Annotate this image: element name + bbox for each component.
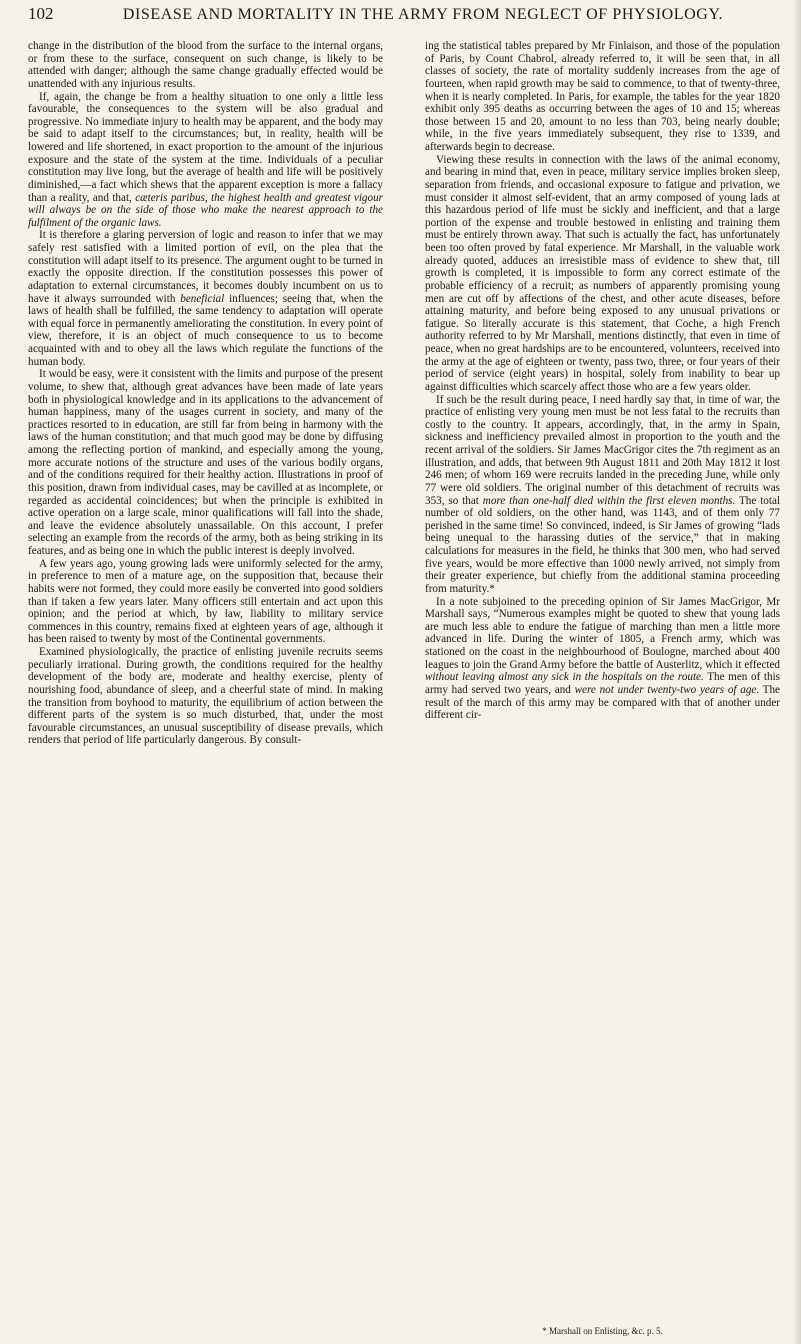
paragraph: A few years ago, young growing lads were uniformly selected for the army, in preference to men of a mature age, on the supposition that, because their habits were not formed, they could more easily be converted into good soldiers than if taken a few years later. Many officers still entertain and act upon this opinion; and the period at which, by law, liability to military service commences in this country, remains fixed at eighteen years of age, although it has been raised to twenty by most of the Continental governments.	[28, 557, 383, 646]
paragraph: Viewing these results in connection with the laws of the animal economy, and bearing in mind that, even in peace, military service implies broken sleep, separation from friends, and occasional exposure to fatigue and privation, we must consider it almost self-evident, that an army composed of young lads at this hazardous period of life must be sickly and inefficient, and that a large portion of the expense and trouble bestowed in enlisting and training them must be entirely thrown away. That such is actually the fact, has unfortunately been too often proved by fatal experience. Mr Marshall, in the valuable work already quoted, adduces an irresistible mass of evidence to shew that, till growth is completed, it is impossible to form any correct estimate of the probable efficiency of a recruit; as numbers of apparently promising young men are cut off by affections of the chest, and other acute diseases, before attaining maturity, and before being exposed to any unusual privations or fatigue. So literally accurate is this statement, that Coche, a high French authority referred to by Mr Marshall, mentions distinctly, that even in time of peace, when no great hardships are to be encountered, volunteers, received into the army at the age of eighteen or twenty, pass two, three, or four years of their period of service (eight years) in hospital, solely from inability to bear up against difficulties which scarcely affect those who are a few years older.	[425, 153, 780, 393]
paragraph: If such be the result during peace, I need hardly say that, in time of war, the practice of enlisting very young men must be not less fatal to the recruits than costly to the country. It appears, accordingly, that, in the army in Spain, sickness and inefficiency prevailed almost in proportion to the youth and the recent arrival of the soldiers. Sir James MacGrigor cites the 7th regiment as an illustration, and adds, that between 9th August 1811 and 20th May 1812 it lost 246 men; of whom 169 were recruits landed in the preceding June, while only 77 were old soldiers. The original number of this detachment of recruits was 353, so that more than one-half died within the first eleven months. The total number of old soldiers, on the other hand, was 1143, and of them only 77 perished in the same time! So convinced, indeed, is Sir James of growing “lads being unequal to the harassing duties of the service,” that in making calculations for measures in the field, he thinks that 300 men, who had served five years, would be more effective than 1000 newly arrived, not simply from their greater experience, but chiefly from the additional stamina proceeding from maturity.*	[425, 393, 780, 595]
right-column	[425, 40, 780, 722]
paragraph: Examined physiologically, the practice of enlisting juvenile recruits seems peculiarly irrational. During growth, the conditions required for the healthy development of the body are, moderate and healthy exercise, plenty of nourishing food, abundance of sleep, and a cheerful state of mind. In making the transition from boyhood to maturity, the equilibrium of action between the different parts of the system is so much disturbed, that, under the most favourable circumstances, an unusual susceptibility of disease prevails, which renders that period of life particularly dangerous. By consult-	[28, 646, 383, 747]
page-number: 102	[28, 4, 54, 23]
paragraph: If, again, the change be from a healthy situation to one only a little less favourable, the consequences to the system will be also gradual and progressive. No immediate injury to health may be apparent, and the body may be said to adapt itself to the circumstances; but, in reality, health will be lowered and life shortened, in exact proportion to the amount of the injurious exposure and the state of the system at the time. Individuals of a peculiar constitution may live long, but the average of health and life will be positively diminished,—a fact which shews that the apparent exception is more a fallacy than a reality, and that, cæteris paribus, the highest health and greatest vigour will always be on the side of those who make the nearest approach to the fulfilment of the organic laws.	[28, 90, 383, 229]
running-head: DISEASE AND MORTALITY IN THE ARMY FROM NEGLECT OF PHYSIOLOGY.	[122, 6, 724, 23]
page-header	[28, 4, 790, 34]
paragraph: ing the statistical tables prepared by Mr Finlaison, and those of the population of Paris, by Count Chabrol, already referred to, it will be seen that, in all classes of society, the rate of mortality suddenly increases from the age of fourteen, when rapid growth may be said to commence, to that of twenty-three, when it is nearly completed. In Paris, for example, the tables for the year 1820 exhibit only 395 deaths as occurring between the ages of 10 and 15; whereas those between 15 and 20, amount to no less than 703, being nearly double; while, in the five years immediately subsequent, they rise to 1339, and afterwards begin to decrease.	[425, 40, 780, 153]
left-column	[28, 40, 383, 747]
paragraph: In a note subjoined to the preceding opinion of Sir James MacGrigor, Mr Marshall says, “Numerous examples might be quoted to shew that young lads are much less able to endure the fatigue of marching than men a little more advanced in life. During the winter of 1805, a French army, which was stationed on the coast in the neighbourhood of Boulogne, marched about 400 leagues to join the Grand Army before the battle of Austerlitz, which it effected without leaving almost any sick in the hospitals on the route. The men of this army had served two years, and were not under twenty-two years of age. The result of the march of this army may be compared with that of another under different cir-	[425, 595, 781, 722]
footnote: * Marshall on Enlisting, &c. p. 5.	[542, 1326, 663, 1336]
paragraph: change in the distribution of the blood from the surface to the internal organs, or from these to the surface, consequent on such change, is likely to be attended with danger; although the same change gradually effected would be unattended with any injurious results.	[28, 40, 383, 90]
paragraph: It is therefore a glaring perversion of logic and reason to infer that we may safely rest satisfied with a limited portion of evil, on the plea that the constitution will adapt itself to its presence. The argument ought to be turned in exactly the opposite direction. If the constitution possesses this power of adaptation to external circumstances, it becomes doubly incumbent on us to have it always surrounded with beneficial influences; seeing that, when the laws of health shall be fulfilled, the same tendency to adaptation will operate with equal force in permanently ameliorating the constitution. In every point of view, therefore, it is an object of much consequence to us to become acquainted with and to obey all the laws which regulate the functions of the human body.	[28, 229, 383, 368]
page-edge-shadow	[793, 0, 801, 1344]
paragraph: It would be easy, were it consistent with the limits and purpose of the present volume, to shew that, although great advances have been made of late years both in physiological knowledge and in its applications to the advancement of human happiness, many of the usages current in society, and many of the practices resorted to in education, are still far from being in harmony with the laws of the human constitution; and that much good may be done by diffusing among the reflecting portion of mankind, and especially among the young, more accurate notions of the structure and uses of the various bodily organs, and of the conditions required for their healthy action. Illustrations in proof of this position, drawn from individual cases, may be cavilled at as incomplete, or regarded as accidental coincidences; but when the principle is exhibited in active operation on a large scale, minor qualifications will fall into the shade, and leave the evidence absolutely unassailable. On this account, I prefer selecting an example from the records of the army, both as being striking in its features, and as being one in which the public interest is deeply involved.	[28, 368, 383, 557]
